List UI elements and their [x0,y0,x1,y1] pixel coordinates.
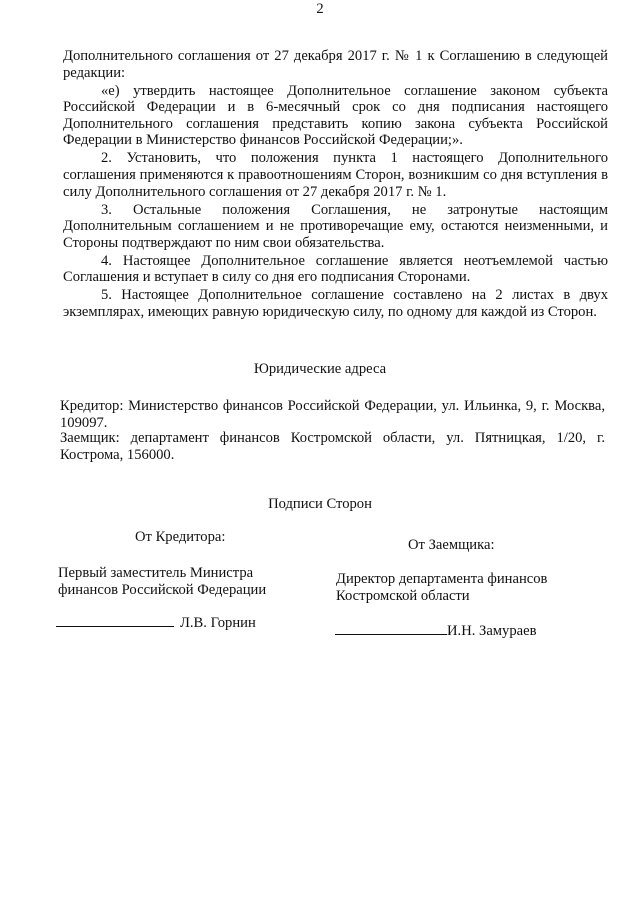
legal-addresses-heading: Юридические адреса [253,361,387,377]
paragraph-subpoint-e: «е) утвердить настоящее Дополнительное соглашение законом субъекта Российской Федерации и в 6-месячный срок со дня подписания настоящего Дополнительного соглашения представить копию закона субъекта Российской Федерации в Министерство финансов Российской Федерации;». [63,82,608,149]
borrower-signature-block [335,623,537,640]
paragraph-clause-5: 5. Настоящее Дополнительное соглашение составлено на 2 листах в двух экземплярах, имеющих равную юридическую силу, по одному для каждой из Сторон. [63,287,608,320]
creditor-signatory-name: Л.В. Горнин [180,615,256,631]
signatures-heading: Подписи Сторон [268,496,372,512]
borrower-signature-line [335,634,447,635]
creditor-side-label: От Кредитора: [135,529,226,545]
creditor-signatory-title-line2: финансов Российской Федерации [58,582,267,598]
creditor-signature-block [56,615,256,632]
borrower-address: Заемщик: департамент финансов Костромской области, ул. Пятницкая, 1/20, г. Кострома, 156000. [60,430,605,463]
paragraph-continuation: Дополнительного соглашения от 27 декабря 2017 г. № 1 к Соглашению в следующей редакции: [63,48,608,81]
paragraph-clause-4: 4. Настоящее Дополнительное соглашение является неотъемлемой частью Соглашения и вступает в силу со дня его подписания Сторонами. [63,252,608,286]
creditor-signature-line [56,626,174,627]
paragraph-clause-3: 3. Остальные положения Соглашения, не затронутые настоящим Дополнительным соглашением и не противоречащие ему, остаются неизменными, и Стороны подтверждают по ним свои обязательства. [63,201,608,251]
borrower-signatory-title-line2: Костромской области [336,588,470,604]
page-number: 2 [316,1,324,17]
creditor-address: Кредитор: Министерство финансов Российской Федерации, ул. Ильинка, 9, г. Москва, 109097. [60,398,605,431]
borrower-signatory-title-line1: Директор департамента финансов [336,571,548,587]
creditor-signatory-title-line1: Первый заместитель Министра [58,565,254,581]
paragraph-clause-2: 2. Установить, что положения пункта 1 настоящего Дополнительного соглашения применяются к правоотношениям Сторон, возникшим со дня вступления в силу Дополнительного соглашения от 27 декабря 2017 г. № 1. [63,150,608,200]
borrower-signatory-name: И.Н. Замураев [447,623,537,639]
borrower-side-label: От Заемщика: [408,537,495,553]
document-body [63,48,608,322]
